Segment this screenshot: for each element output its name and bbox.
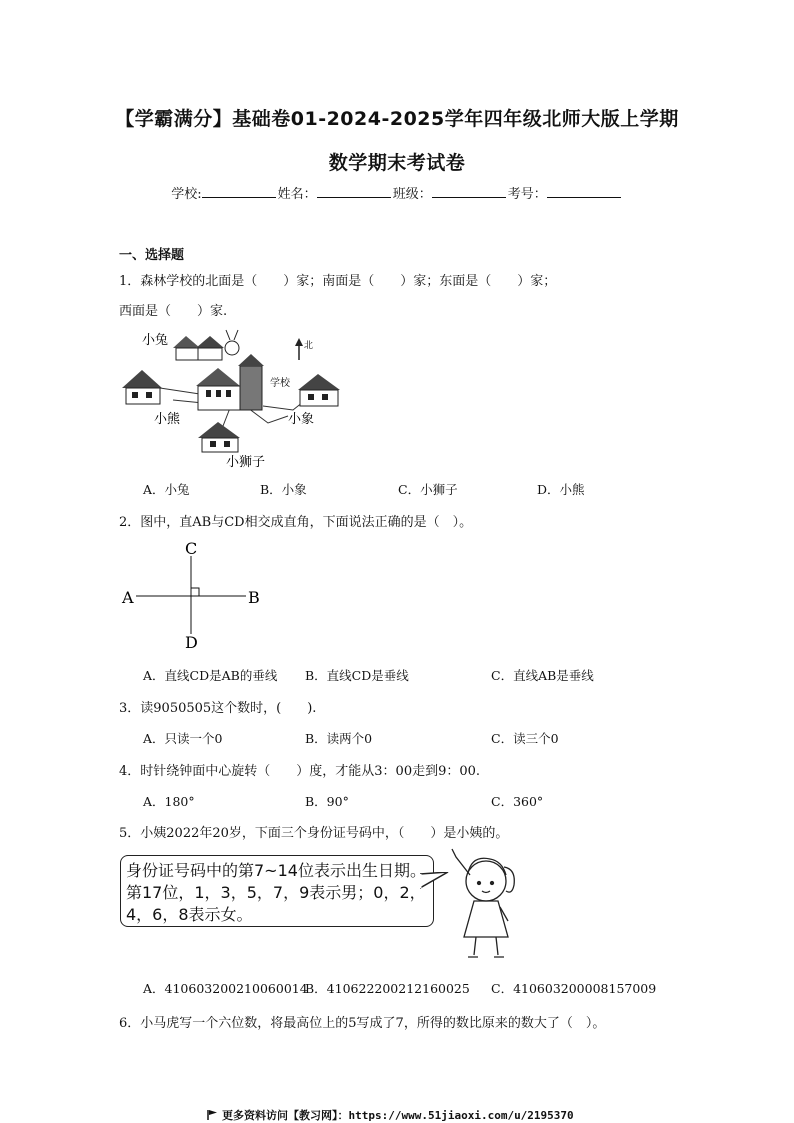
name-blank[interactable] — [317, 185, 391, 198]
q4-option-a[interactable]: A．180° — [143, 794, 195, 809]
point-a-label: A — [122, 588, 134, 607]
q4-option-c[interactable]: C．360° — [491, 794, 544, 809]
bear-label: 小熊 — [154, 412, 181, 427]
question-4: 4．时针绕钟面中心旋转（ ）度，才能从3：00走到9：00. — [119, 764, 481, 779]
q3-option-a[interactable]: A．只读一个0 — [143, 731, 223, 746]
school-building — [196, 354, 264, 410]
question-6: 6．小马虎写一个六位数，将最高位上的5写成了7，所得的数比原来的数大了（ ）。 — [119, 1016, 606, 1031]
school-label-figure: 学校 — [270, 378, 290, 389]
student-info-row — [0, 183, 794, 202]
q1-option-b[interactable]: B．小象 — [260, 482, 307, 497]
page-title-line2: 数学期末考试卷 — [328, 152, 466, 174]
point-b-label: B — [248, 588, 260, 607]
north-label: 北 — [304, 341, 314, 351]
bubble-text — [126, 860, 432, 926]
bubble-line-2: 第17位，1，3，5，7，9表示男；0，2， — [126, 883, 426, 902]
class-label: 班级： — [392, 187, 432, 202]
school-label: 学校: — [171, 187, 202, 202]
elephant-house — [298, 374, 340, 406]
q2-option-b[interactable]: B．直线CD是垂线 — [305, 668, 409, 683]
q2-option-c[interactable]: C．直线AB是垂线 — [491, 668, 594, 683]
class-blank[interactable] — [432, 185, 506, 198]
q1-option-c[interactable]: C．小狮子 — [398, 482, 458, 497]
q1-option-a[interactable]: A．小兔 — [143, 482, 190, 497]
question-3: 3．读9050505这个数时，( ). — [119, 701, 317, 716]
bubble-line-3: 4，6，8表示女。 — [126, 905, 253, 924]
footer — [206, 1107, 574, 1123]
perpendicular-lines-figure — [118, 538, 278, 653]
exam-no-blank[interactable] — [547, 185, 621, 198]
q5-option-a[interactable]: A．410603200210060014 — [143, 981, 308, 996]
girl-illustration — [442, 845, 522, 963]
rabbit-house — [173, 330, 239, 360]
q1-option-d[interactable]: D．小熊 — [537, 482, 585, 497]
question-1-line2: 西面是（ ）家. — [119, 304, 228, 319]
right-angle-mark — [191, 588, 199, 596]
map-figure — [118, 328, 358, 470]
north-arrow-icon — [295, 338, 303, 360]
point-c-label: C — [185, 539, 198, 558]
exam-no-label: 考号： — [507, 187, 547, 202]
flag-icon — [206, 1109, 218, 1121]
question-1-line1: 1．森林学校的北面是（ ）家；南面是（ ）家；东面是（ ）家； — [119, 274, 557, 289]
lion-house — [198, 422, 240, 452]
bubble-line-1: 身份证号码中的第7~14位表示出生日期。 — [126, 861, 426, 880]
page-title-line1: 【学霸满分】基础卷01-2024-2025学年四年级北师大版上学期 — [115, 108, 679, 130]
q3-option-c[interactable]: C．读三个0 — [491, 731, 559, 746]
bear-house — [122, 370, 162, 404]
point-d-label: D — [185, 633, 198, 652]
section-title: 一、选择题 — [119, 248, 185, 263]
question-5: 5．小姨2022年20岁，下面三个身份证号码中，（ ）是小姨的。 — [119, 826, 509, 841]
footer-link[interactable]: 更多资料访问【教习网】：https://www.51jiaoxi.com/u/2195370 — [222, 1109, 574, 1122]
elephant-label: 小象 — [288, 412, 315, 427]
q5-option-c[interactable]: C．410603200008157009 — [491, 981, 657, 996]
question-2: 2．图中，直AB与CD相交成直角，下面说法正确的是（ ）。 — [119, 515, 473, 530]
q4-option-b[interactable]: B．90° — [305, 794, 349, 809]
school-blank[interactable] — [202, 185, 276, 198]
rabbit-label: 小兔 — [142, 333, 169, 348]
q5-option-b[interactable]: B．410622200212160025 — [305, 981, 470, 996]
q3-option-b[interactable]: B．读两个0 — [305, 731, 373, 746]
lion-label: 小狮子 — [226, 455, 266, 470]
q2-option-a[interactable]: A．直线CD是AB的垂线 — [143, 668, 278, 683]
name-label: 姓名： — [277, 187, 317, 202]
